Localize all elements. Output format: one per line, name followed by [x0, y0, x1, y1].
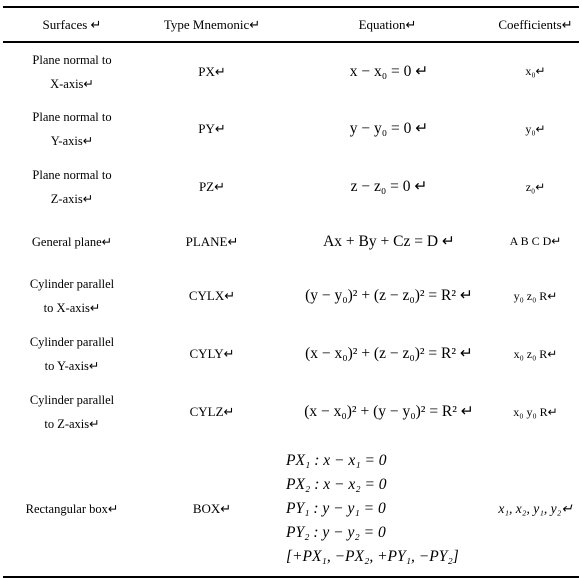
coefficients-cell: y₀↵ [525, 121, 546, 136]
mnemonic-cell: PZ↵ [198, 179, 226, 194]
mnemonic-cell: PX↵ [198, 63, 226, 79]
surface-line: X-axis↵ [50, 76, 94, 91]
surface-line: Cylinder parallel [29, 335, 115, 349]
coefficients-cell: z₀↵ [525, 179, 546, 194]
surface-cell [3, 383, 141, 441]
mnemonic-cell: BOX↵ [192, 500, 232, 516]
equation-line: y − y₀ = 0 ↵ [349, 120, 429, 137]
mnemonic-cell: CYLY↵ [189, 346, 235, 361]
equation-line: (y − y₀)² + (z − z₀)² = R² ↵ [305, 287, 473, 304]
equation-line: PY₁ : y − y₁ = 0 [286, 499, 386, 517]
table-row [3, 158, 579, 216]
header-surfaces: Surfaces ↵ [42, 16, 102, 32]
surface-line: Plane normal to [32, 52, 112, 67]
surface-cell [3, 216, 141, 267]
table-row [3, 441, 579, 577]
equation-line: PX₁ : x − x₁ = 0 [286, 451, 387, 469]
equation-line: Ax + By + Cz = D ↵ [323, 232, 455, 250]
table-row [3, 100, 579, 158]
table-row [3, 325, 579, 383]
coefficients-cell: x₁, x₂, y₁, y₂↵ [498, 500, 573, 516]
equation-line: x − x₀ = 0 ↵ [349, 62, 429, 80]
equation-line: PX₂ : x − x₂ = 0 [286, 475, 387, 493]
coefficients-cell: x₀ z₀ R↵ [513, 346, 558, 361]
equation-cell [283, 100, 492, 158]
equation-line: PY₂ : y − y₂ = 0 [286, 523, 386, 541]
equation-line: (x − x₀)² + (z − z₀)² = R² ↵ [305, 345, 473, 362]
coefficients-cell: y₀ z₀ R↵ [513, 288, 558, 303]
table-row [3, 42, 579, 100]
surface-line: Cylinder parallel [29, 277, 115, 291]
surface-cell [3, 267, 141, 325]
surface-cell [3, 100, 141, 158]
coefficients-cell: A B C D↵ [509, 234, 562, 248]
mnemonic-cell: PY↵ [198, 121, 226, 136]
surface-line: Z-axis↵ [50, 192, 94, 206]
surface-types-table [3, 6, 579, 578]
mnemonic-cell: PLANE↵ [185, 233, 239, 249]
equation-line: z − z₀ = 0 ↵ [350, 178, 428, 195]
table-row [3, 383, 579, 441]
surface-line: to Y-axis↵ [44, 359, 100, 373]
mnemonic-cell: CYLX↵ [188, 288, 236, 303]
surface-line: Plane normal to [32, 168, 112, 182]
equation-cell [283, 441, 492, 577]
header-row [3, 7, 579, 42]
surface-line: Rectangular box↵ [25, 501, 119, 516]
surface-line: General plane↵ [31, 234, 113, 249]
header-coefficients: Coefficients↵ [498, 16, 573, 32]
equation-cell [283, 216, 492, 267]
coefficients-cell: x₀↵ [525, 64, 546, 78]
table-row [3, 216, 579, 267]
surface-line: Y-axis↵ [50, 134, 94, 148]
surface-line: to Z-axis↵ [44, 417, 100, 431]
surface-cell [3, 441, 141, 577]
header-type-mnemonic: Type Mnemonic↵ [163, 16, 261, 32]
table-body [3, 42, 579, 577]
equation-cell [283, 383, 492, 441]
surface-cell [3, 42, 141, 100]
surface-line: to X-axis↵ [43, 301, 101, 315]
header-equation: Equation↵ [358, 16, 417, 32]
coefficients-cell: x₀ y₀ R↵ [513, 404, 558, 419]
surface-line: Plane normal to [32, 110, 112, 124]
equation-cell [283, 325, 492, 383]
table-row [3, 267, 579, 325]
equation-line: (x − x₀)² + (y − y₀)² = R² ↵ [304, 403, 474, 420]
equation-cell [283, 42, 492, 100]
surface-line: Cylinder parallel [29, 393, 115, 407]
equation-cell [283, 267, 492, 325]
surface-cell [3, 158, 141, 216]
equation-cell [283, 158, 492, 216]
mnemonic-cell: CYLZ↵ [189, 404, 235, 419]
equation-line: [+PX₁, −PX₂, +PY₁, −PY₂] [286, 547, 459, 565]
surface-cell [3, 325, 141, 383]
